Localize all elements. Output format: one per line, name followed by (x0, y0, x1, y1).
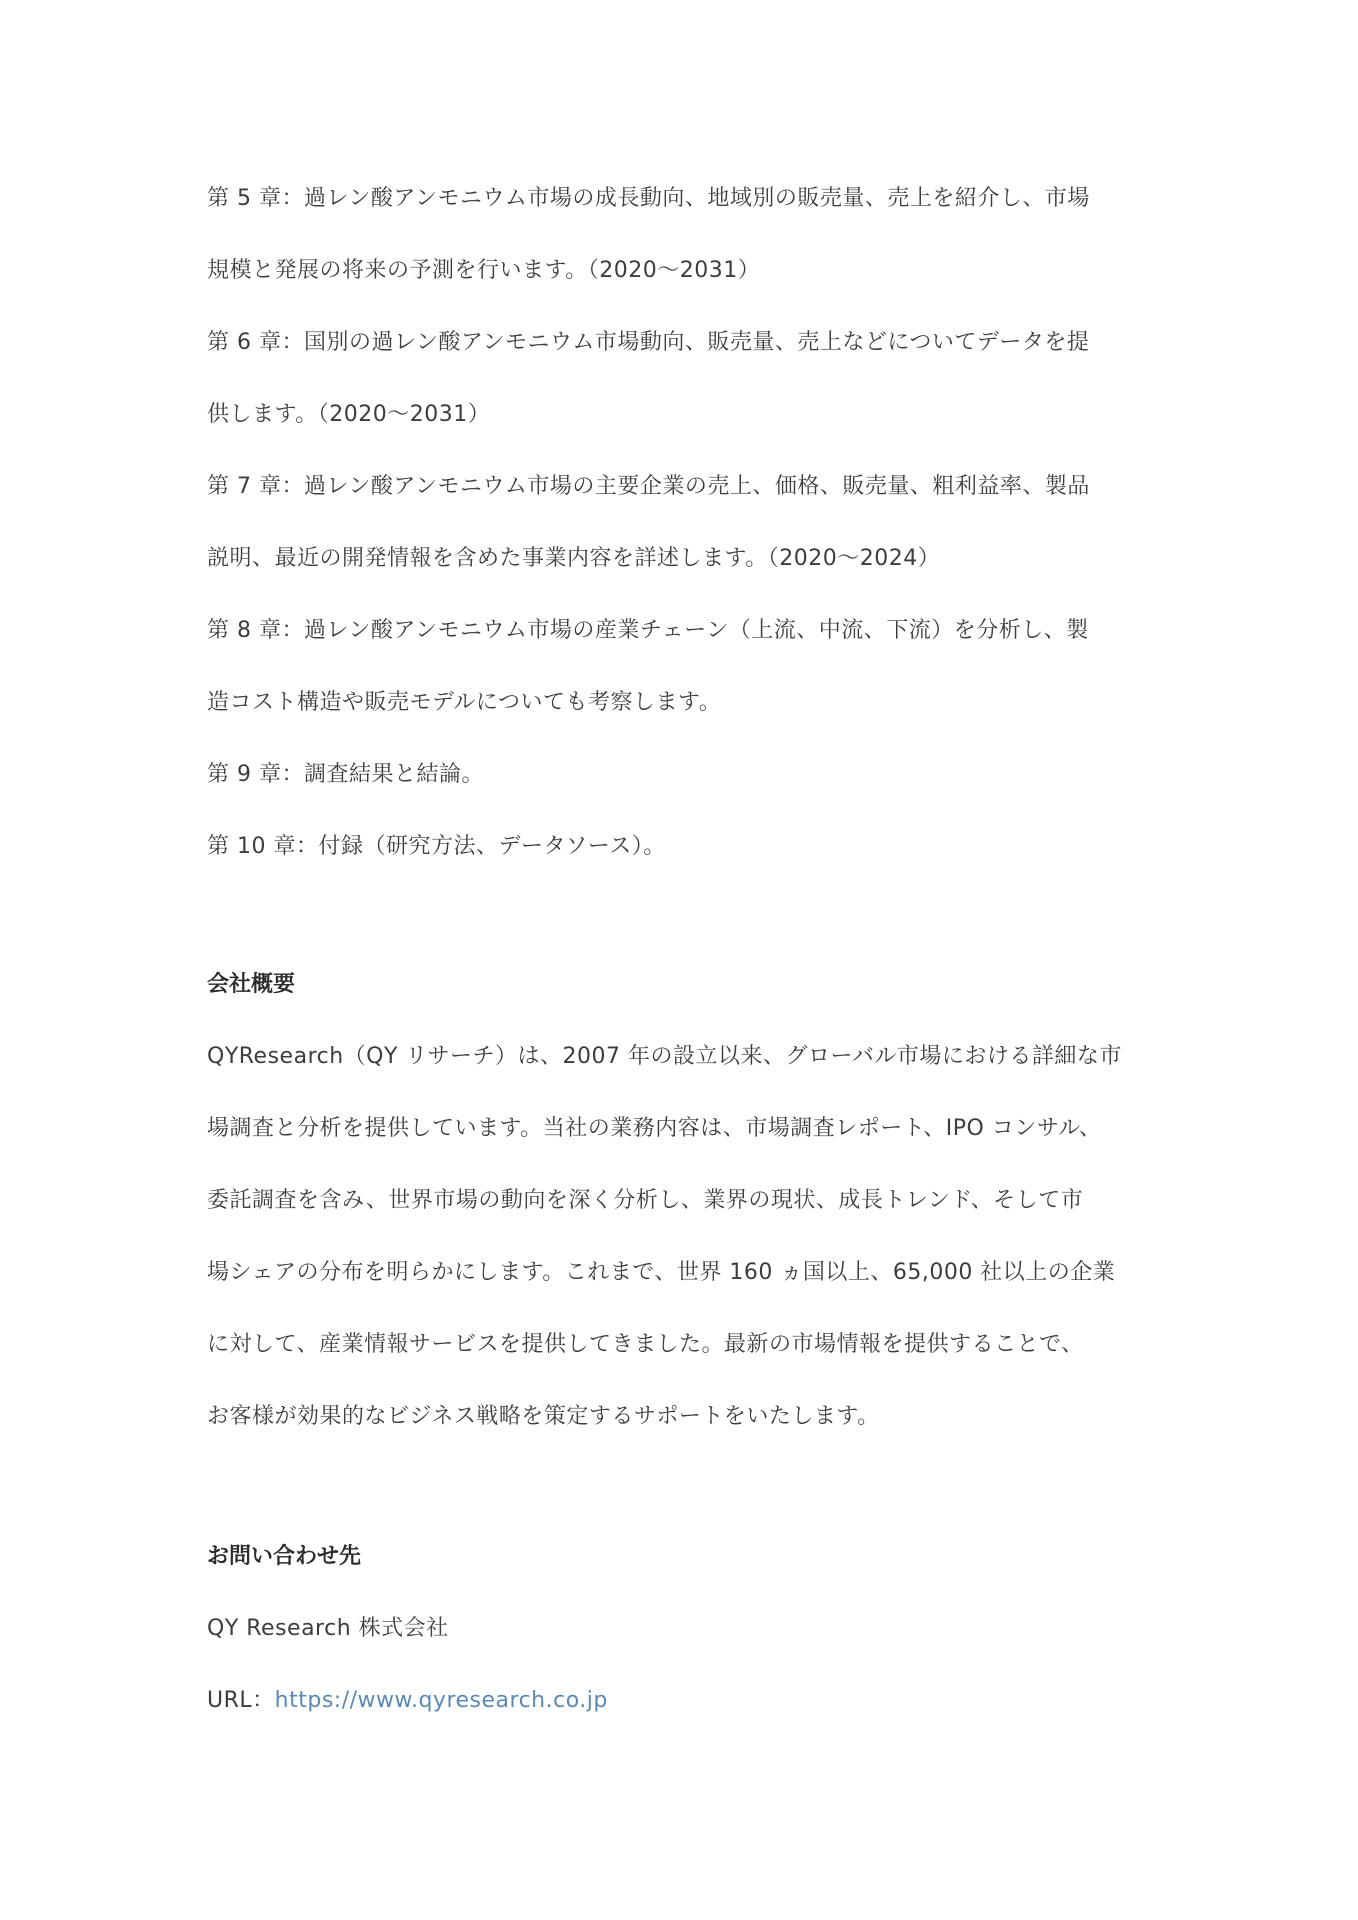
chapter-line: 造コスト構造や販売モデルについても考察します。 (207, 690, 722, 715)
company-overview-line: QYResearch（QY リサーチ）は、2007 年の設立以来、グローバル市場における詳細な市 (207, 1044, 1122, 1069)
company-overview-heading: 会社概要 (207, 972, 296, 997)
chapter-line: 第 7 章：過レン酸アンモニウム市場の主要企業の売上、価格、販売量、粗利益率、製品 (207, 474, 1090, 499)
chapter-line: 供します。（2020～2031） (207, 402, 491, 427)
company-overview-line: お客様が効果的なビジネス戦略を策定するサポートをいたします。 (207, 1404, 880, 1429)
contact-url-line (207, 1686, 608, 1716)
company-overview-line: 場調査と分析を提供しています。当社の業務内容は、市場調査レポート、IPO コンサル、 (207, 1116, 1102, 1141)
contact-company-name: QY Research 株式会社 (207, 1616, 449, 1641)
chapter-line: 第 6 章：国別の過レン酸アンモニウム市場動向、販売量、売上などについてデータを提 (207, 330, 1090, 355)
company-overview-line: 委託調査を含み、世界市場の動向を深く分析し、業界の現状、成長トレンド、そして市 (207, 1188, 1084, 1213)
chapter-line: 第 9 章：調査結果と結論。 (207, 762, 484, 787)
url-label: URL： (207, 1688, 275, 1713)
chapter-line: 第 5 章：過レン酸アンモニウム市場の成長動向、地域別の販売量、売上を紹介し、市場 (207, 186, 1090, 211)
chapter-line: 規模と発展の将来の予測を行います。（2020～2031） (207, 258, 761, 283)
chapter-line: 第 10 章：付録（研究方法、データソース）。 (207, 834, 666, 859)
company-overview-line: に対して、産業情報サービスを提供してきました。最新の市場情報を提供することで、 (207, 1332, 1084, 1357)
chapter-line: 説明、最近の開発情報を含めた事業内容を詳述します。（2020～2024） (207, 546, 941, 571)
chapter-line: 第 8 章：過レン酸アンモニウム市場の産業チェーン（上流、中流、下流）を分析し、製 (207, 618, 1089, 643)
contact-heading: お問い合わせ先 (207, 1544, 362, 1569)
website-link[interactable]: https://www.qyresearch.co.jp (274, 1688, 608, 1713)
company-overview-line: 場シェアの分布を明らかにします。これまで、世界 160 ヵ国以上、65,000 社以上の企業 (207, 1260, 1116, 1285)
